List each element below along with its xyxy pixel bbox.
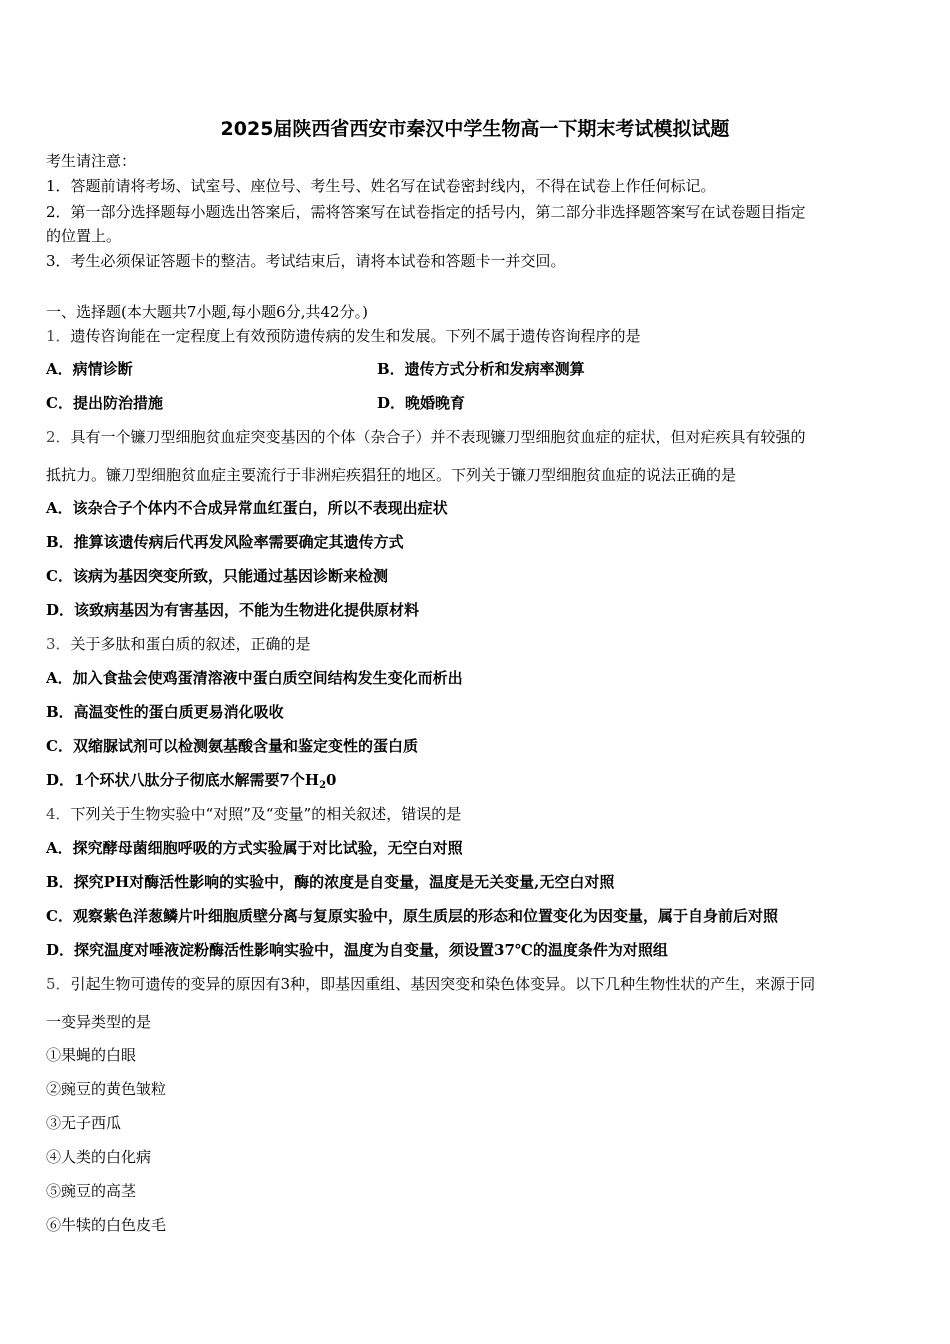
notice-heading: 考生请注意： [46,152,137,170]
notice-item-2-cont: 的位置上。 [46,227,122,245]
question-4-option-c: C．观察紫色洋葱鳞片叶细胞质壁分离与复原实验中，原生质层的形态和位置变化为因变量，属于自身前后对照 [46,907,778,925]
notice-item-2: 2．第一部分选择题每小题选出答案后，需将答案写在试卷指定的括号内，第二部分非选择题答案写在试卷题目指定 [46,203,806,221]
question-1-number: 1． [46,327,71,345]
question-2-stem [46,427,806,447]
question-3-text: 关于多肽和蛋白质的叙述，正确的是 [70,635,311,653]
question-1-option-c: C．提出防治措施 [46,394,163,412]
question-5-number: 5． [46,975,71,993]
question-2-number: 2． [46,428,71,446]
question-2-option-b: B．推算该遗传病后代再发风险率需要确定其遗传方式 [46,533,404,551]
question-1-stem [46,326,641,346]
question-5-stem [46,974,815,994]
question-2-option-c: C．该病为基因突变所致，只能通过基因诊断来检测 [46,567,388,585]
question-5-item-5: ⑤豌豆的高茎 [46,1182,137,1200]
question-3-option-d-subscript: 2 [319,780,327,791]
question-3-stem [46,634,311,654]
question-1-text: 遗传咨询能在一定程度上有效预防遗传病的发生和发展。下列不属于遗传咨询程序的是 [70,327,641,345]
question-3-option-a: A．加入食盐会使鸡蛋清溶液中蛋白质空间结构发生变化而析出 [46,669,463,687]
question-3-option-b: B．高温变性的蛋白质更易消化吸收 [46,703,284,721]
question-5-item-4: ④人类的白化病 [46,1148,152,1166]
exam-title: 2025届陕西省西安市秦汉中学生物高一下期末考试模拟试题 [220,118,730,140]
question-4-text: 下列关于生物实验中“对照”及“变量”的相关叙述，错误的是 [70,805,462,823]
question-2-text: 具有一个镰刀型细胞贫血症突变基因的个体（杂合子）并不表现镰刀型细胞贫血症的症状，但对疟疾具有较强的 [70,428,806,446]
question-5-item-2: ②豌豆的黄色皱粒 [46,1080,167,1098]
question-4-option-d: D．探究温度对唾液淀粉酶活性影响实验中，温度为自变量，须设置37℃的温度条件为对照组 [46,941,668,959]
question-5-text: 引起生物可遗传的变异的原因有3种，即基因重组、基因突变和染色体变异。以下几种生物性状的产生，来源于同 [70,975,816,993]
question-5-item-3: ③无子西瓜 [46,1114,122,1132]
question-4-option-a: A．探究酵母菌细胞呼吸的方式实验属于对比试验，无空白对照 [46,839,463,857]
question-3-option-d-tail: 0 [326,771,337,789]
notice-item-1: 1．答题前请将考场、试室号、座位号、考生号、姓名写在试卷密封线内，不得在试卷上作任何标记。 [46,177,716,195]
question-1-option-d: D．晚婚晚育 [377,394,466,412]
question-5-item-1: ①果蝇的白眼 [46,1046,137,1064]
question-1-option-a: A．病情诊断 [46,360,133,378]
question-4-number: 4． [46,805,71,823]
question-4-option-b: B．探究PH对酶活性影响的实验中，酶的浓度是自变量，温度是无关变量,无空白对照 [46,873,615,891]
question-2-stem-cont: 抵抗力。镰刀型细胞贫血症主要流行于非洲疟疾猖狂的地区。下列关于镰刀型细胞贫血症的说法正确的是 [46,466,737,484]
question-5-item-6: ⑥牛犊的白色皮毛 [46,1216,167,1234]
notice-item-3: 3．考生必须保证答题卡的整洁。考试结束后，请将本试卷和答题卡一并交回。 [46,252,566,270]
question-2-option-a: A．该杂合子个体内不合成异常血红蛋白，所以不表现出症状 [46,499,448,517]
question-3-option-d [46,770,336,796]
question-1-option-b: B．遗传方式分析和发病率测算 [377,360,585,378]
question-3-option-c: C．双缩脲试剂可以检测氨基酸含量和鉴定变性的蛋白质 [46,737,418,755]
question-2-option-d: D．该致病基因为有害基因，不能为生物进化提供原材料 [46,601,420,619]
question-3-number: 3． [46,635,71,653]
question-4-stem [46,804,461,824]
question-3-option-d-text: D．1个环状八肽分子彻底水解需要7个H [46,771,320,789]
section-heading: 一、选择题(本大题共7小题,每小题6分,共42分。) [46,303,368,321]
question-5-stem-cont: 一变异类型的是 [46,1013,152,1031]
